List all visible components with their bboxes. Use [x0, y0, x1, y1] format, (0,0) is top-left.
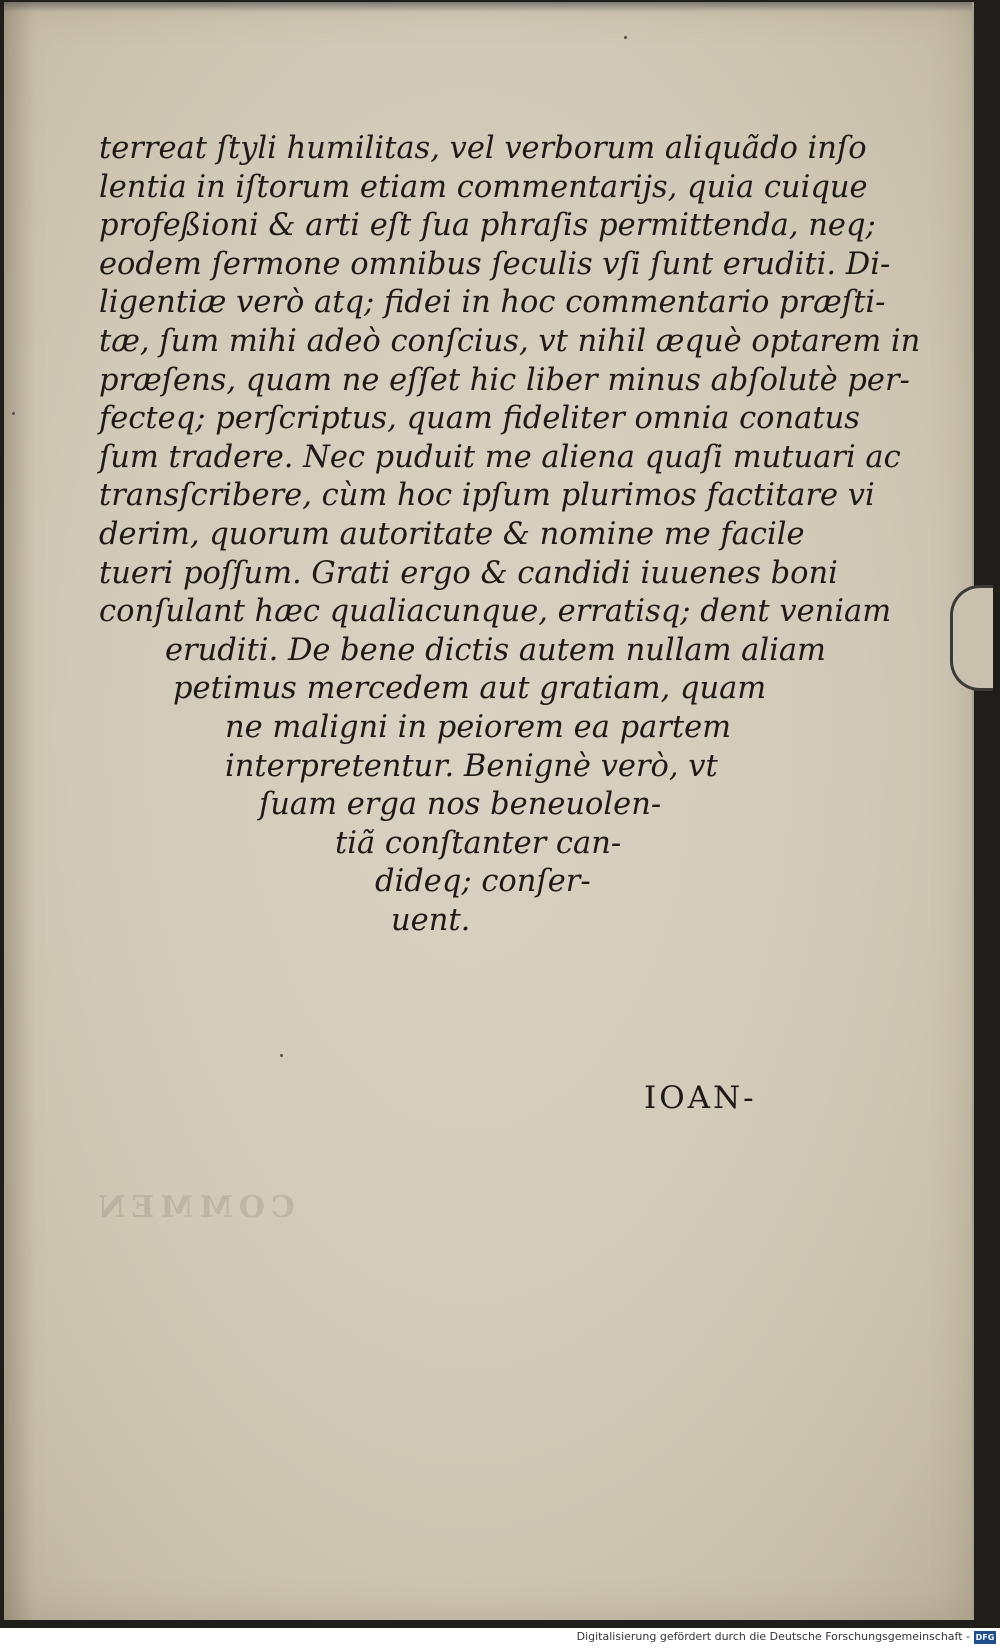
footer-bar	[0, 1628, 1000, 1648]
text-line: interpretentur. Benignè verò, vt	[225, 748, 718, 784]
gutter-shadow	[4, 2, 34, 1620]
book-page	[4, 2, 974, 1620]
text-line: transſcribere, cùm hoc ipſum plurimos factitare vi	[99, 478, 875, 514]
footer-credit: Digitalisierung gefördert durch die Deutsche Forschungsgemeinschaft -	[576, 1630, 970, 1643]
catchword: IOAN-	[644, 1080, 757, 1116]
text-line: dideq; conſer-	[375, 864, 591, 900]
text-line: derim, quorum autoritate & nomine me facile	[99, 516, 805, 552]
text-line: tueri poſſum. Grati ergo & candidi iuuenes boni	[99, 555, 838, 591]
paper-speck	[280, 1054, 283, 1057]
dfg-logo: DFG	[975, 1633, 995, 1642]
text-line: eodem ſermone omnibus ſeculis vſi ſunt eruditi. Di-	[99, 246, 891, 282]
text-line: ſuam erga nos beneuolen-	[259, 787, 662, 823]
text-line: ne maligni in peiorem ea partem	[225, 709, 732, 745]
text-line: tiã conſtanter can-	[335, 825, 622, 861]
page-clip	[950, 585, 993, 691]
paper-speck	[12, 412, 15, 415]
text-line: uent.	[391, 902, 471, 938]
text-line: tæ, ſum mihi adeò conſcius, vt nihil æquè optarem in	[99, 323, 921, 359]
text-line: petimus mercedem aut gratiam, quam	[173, 671, 767, 707]
text-line: terreat ſtyli humilitas, vel verborum aliquãdo inſo	[99, 131, 867, 166]
text-line: lentia in iſtorum etiam commentarijs, quia cuique	[99, 169, 868, 205]
text-line: fecteq; perſcriptus, quam fideliter omnia conatus	[99, 401, 860, 437]
body-text	[99, 130, 921, 940]
text-line: præſens, quam ne eſſet hic liber minus abſolutè per-	[99, 362, 910, 398]
text-line: eruditi. De bene dictis autem nullam aliam	[165, 632, 826, 668]
page-top-shadow	[4, 2, 972, 12]
bleed-through-text: COMMEN	[92, 1190, 295, 1225]
paper-speck	[624, 36, 627, 39]
text-line: ſum tradere. Nec puduit me aliena quaſi mutuari ac	[99, 439, 901, 475]
text-line: conſulant hæc qualiacunque, erratisq; dent veniam	[99, 594, 892, 630]
text-line: profeßioni & arti eſt ſua phraſis permittenda, neq;	[99, 208, 876, 244]
text-line: ligentiæ verò atq; fidei in hoc commentario præſti-	[99, 285, 886, 321]
